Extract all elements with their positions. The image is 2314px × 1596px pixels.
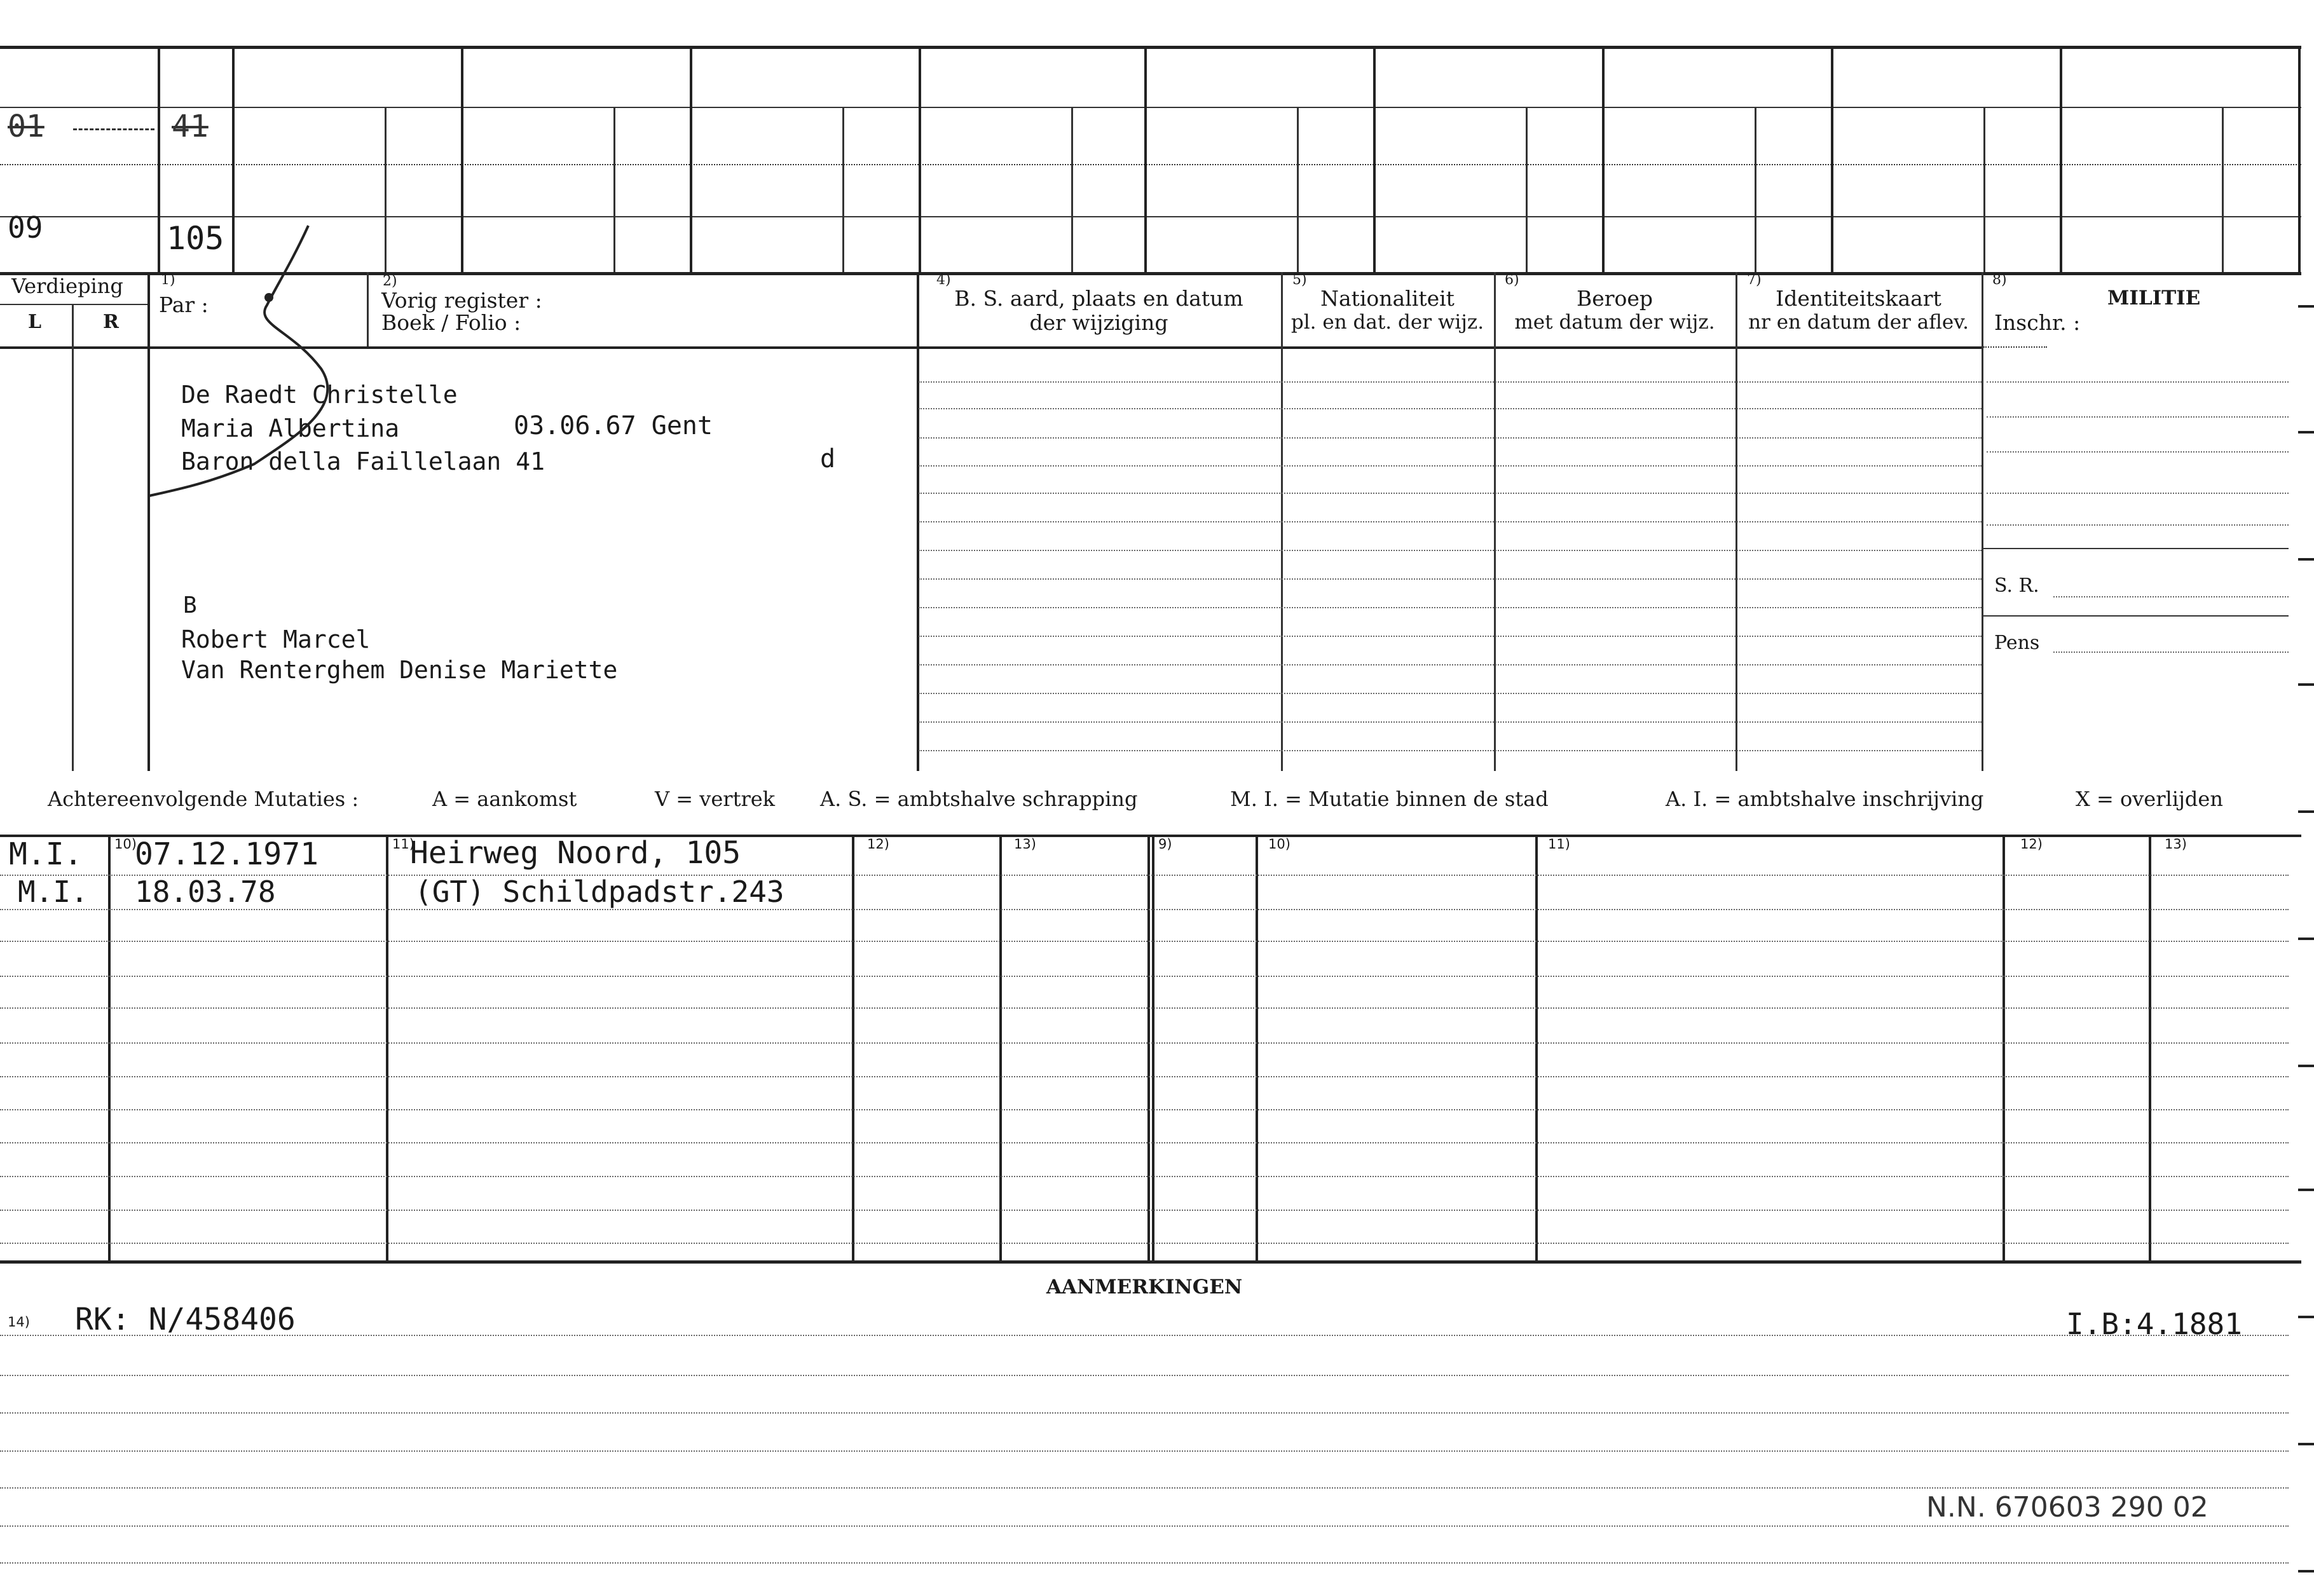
grid-vline (1297, 107, 1299, 272)
legend-a: A = aankomst (432, 787, 577, 811)
edge-tick (2298, 683, 2314, 686)
vorig-register-label: Vorig register : (381, 288, 542, 313)
militie-line (1987, 524, 2289, 526)
inschr-label: Inschr. : (1994, 310, 2081, 335)
field-num-8: 8) (1992, 272, 2007, 288)
grid-vline (1983, 107, 1985, 272)
col-divider (1982, 272, 1983, 771)
grid-cell-01: 01 (8, 109, 44, 144)
mut-row-line (0, 941, 2289, 942)
boek-folio-label: Boek / Folio : (381, 310, 521, 335)
grid-vline (1755, 107, 1756, 272)
mut-row-line (0, 976, 2289, 977)
legend-as: A. S. = ambtshalve schrapping (820, 787, 1138, 811)
mutation-1-address: Heirweg Noord, 105 (410, 835, 741, 871)
grid-vline (1831, 46, 1833, 272)
grid-vline (461, 46, 463, 272)
person-given-names: Maria Albertina (181, 414, 400, 442)
mut-col (1147, 835, 1150, 1260)
grid-vline (1602, 46, 1605, 272)
row-line (919, 550, 1982, 551)
mut-num-11: 11) (392, 836, 414, 852)
pens-label: Pens (1994, 632, 2040, 654)
mut-row-line (0, 1210, 2289, 1211)
mut-num-11b: 11) (1548, 836, 1570, 852)
remarks-line (0, 1335, 2289, 1336)
grid-vline (1526, 107, 1528, 272)
grid-cell-41: 41 (172, 109, 209, 144)
row-line (919, 437, 1982, 439)
legend-x: X = overlijden (2076, 787, 2223, 811)
edge-tick (2298, 938, 2314, 940)
mut-num-13: 13) (1014, 836, 1036, 852)
grid-vline (1373, 46, 1376, 272)
ib-number: I.B:4.1881 (2066, 1307, 2242, 1341)
field-num-2: 2) (383, 273, 397, 289)
edge-tick (2298, 305, 2314, 308)
field-num-1: 1) (161, 272, 175, 288)
nationaliteit-label-2: pl. en dat. der wijz. (1290, 311, 1484, 334)
mut-col (108, 835, 111, 1260)
r-label: R (103, 311, 119, 333)
legend-title: Achtereenvolgende Mutaties : (48, 787, 359, 811)
militie-line (1987, 493, 2289, 494)
edge-tick (2298, 1570, 2314, 1572)
top-border (0, 46, 2301, 49)
mutation-2-type: M.I. (18, 875, 88, 909)
verdieping-divider (0, 304, 147, 305)
grid-vline (2222, 107, 2224, 272)
mutation-1-type: M.I. (9, 836, 83, 872)
mut-row-line (0, 909, 2289, 910)
mut-col (386, 835, 388, 1260)
beroep-label-2: met datum der wijz. (1514, 311, 1715, 334)
bs-label-2: der wijziging (1029, 310, 1168, 335)
father-name: Robert Marcel (181, 625, 371, 653)
row-line (919, 521, 1982, 522)
nationaliteit-label-1: Nationaliteit (1320, 286, 1455, 311)
militie-line (1987, 381, 2289, 383)
lr-divider (72, 304, 74, 771)
mut-num-12b: 12) (2020, 836, 2043, 852)
mut-num-9b: 9) (1158, 836, 1172, 852)
grid-vline (1071, 107, 1073, 272)
mut-num-10b: 10) (1268, 836, 1290, 852)
handwritten-curve (140, 216, 369, 508)
mut-col (2149, 835, 2151, 1260)
row-line (919, 578, 1982, 580)
mut-row-line (0, 1042, 2289, 1044)
rk-number: RK: N/458406 (75, 1302, 296, 1337)
edge-tick (2298, 1065, 2314, 1067)
edge-tick (2298, 1316, 2314, 1318)
bs-label-1: B. S. aard, plaats en datum (954, 286, 1243, 311)
remarks-title: AANMERKINGEN (1046, 1276, 1243, 1299)
row-line (919, 721, 1982, 723)
mut-row-line (0, 1176, 2289, 1177)
row-line (919, 693, 1982, 694)
person-birth: 03.06.67 Gent (514, 411, 713, 440)
edge-tick (2298, 431, 2314, 433)
row-line (919, 636, 1982, 637)
row-line (919, 607, 1982, 608)
mut-row-line (0, 1142, 2289, 1143)
mut-num-10: 10) (114, 836, 137, 852)
identiteitskaart-label-1: Identiteitskaart (1776, 286, 1941, 311)
edge-tick (2298, 1189, 2314, 1191)
grid-vline (842, 107, 844, 272)
identiteitskaart-label-2: nr en datum der aflev. (1748, 311, 1969, 334)
militie-solid-line (1983, 615, 2289, 617)
marital-mark: d (820, 444, 836, 474)
mutation-2-address: (GT) Schildpadstr.243 (414, 875, 784, 909)
mut-col (852, 835, 854, 1260)
remarks-line (0, 1562, 2289, 1564)
par-label: Par : (159, 292, 209, 317)
grid-line (0, 164, 2301, 165)
grid-cell-09: 09 (8, 210, 43, 245)
row-line (919, 493, 1982, 494)
militie-line (1987, 416, 2289, 418)
mut-row-line (0, 1076, 2289, 1077)
legend-ai: A. I. = ambtshalve inschrijving (1666, 787, 1984, 811)
grid-cell-105: 105 (167, 220, 224, 257)
row-line (919, 408, 1982, 409)
sr-line (2053, 596, 2289, 597)
grid-vline (2060, 46, 2062, 272)
legend-mi: M. I. = Mutatie binnen de stad (1230, 787, 1549, 811)
militie-line (1983, 346, 2047, 348)
remarks-line (0, 1412, 2289, 1414)
verdieping-label: Verdieping (11, 274, 123, 298)
militie-label: MILITIE (2107, 287, 2201, 310)
remarks-line (0, 1487, 2289, 1489)
remarks-line (0, 1525, 2289, 1527)
strike-dash (73, 128, 154, 130)
legend-v: V = vertrek (655, 787, 776, 811)
grid-vline (2298, 46, 2301, 272)
mut-col (1535, 835, 1538, 1260)
grid-vline (613, 107, 615, 272)
mut-num-12: 12) (867, 836, 889, 852)
person-name: De Raedt Christelle (181, 381, 458, 409)
grid-vline (919, 46, 921, 272)
mut-row-line (0, 1243, 2289, 1244)
mut-col-double (1152, 835, 1154, 1260)
edge-tick (2298, 810, 2314, 813)
edge-tick (2298, 558, 2314, 561)
mark-b: B (183, 592, 197, 618)
person-address: Baron della Faillelaan 41 (181, 447, 545, 475)
mutation-1-date: 07.12.1971 (135, 836, 318, 872)
grid-vline (690, 46, 692, 272)
row-line (919, 381, 1982, 383)
mutations-top-border (0, 835, 2301, 837)
grid-vline (385, 107, 387, 272)
beroep-label-1: Beroep (1576, 286, 1653, 311)
mut-col (1256, 835, 1258, 1260)
edge-tick (2298, 1443, 2314, 1445)
row-line (919, 750, 1982, 751)
remarks-line (0, 1375, 2289, 1376)
l-label: L (28, 311, 42, 333)
mut-col (2002, 835, 2005, 1260)
grid-vline (1144, 46, 1147, 272)
mut-row-line (0, 875, 2289, 876)
grid-line (0, 107, 2301, 108)
mut-row-line (0, 1109, 2289, 1110)
row-line (919, 664, 1982, 665)
remarks-line (0, 1450, 2289, 1452)
mut-row-line (0, 1007, 2289, 1009)
pens-line (2053, 651, 2289, 653)
field-num-7: 7) (1747, 272, 1762, 288)
field-num-5: 5) (1292, 272, 1307, 288)
field-num-6: 6) (1505, 272, 1519, 288)
nn-number: N.N. 670603 290 02 (1926, 1491, 2208, 1524)
militie-solid-line (1983, 548, 2289, 549)
sr-label: S. R. (1994, 575, 2039, 597)
row-line (919, 465, 1982, 467)
remarks-num-14: 14) (8, 1314, 30, 1330)
militie-line (1987, 451, 2289, 453)
mutation-2-date: 18.03.78 (135, 875, 276, 909)
mutations-bottom-border (0, 1260, 2301, 1264)
field-num-4: 4) (936, 272, 951, 288)
mut-col (999, 835, 1002, 1260)
mother-name: Van Renterghem Denise Mariette (181, 656, 618, 684)
mut-num-13b: 13) (2165, 836, 2187, 852)
